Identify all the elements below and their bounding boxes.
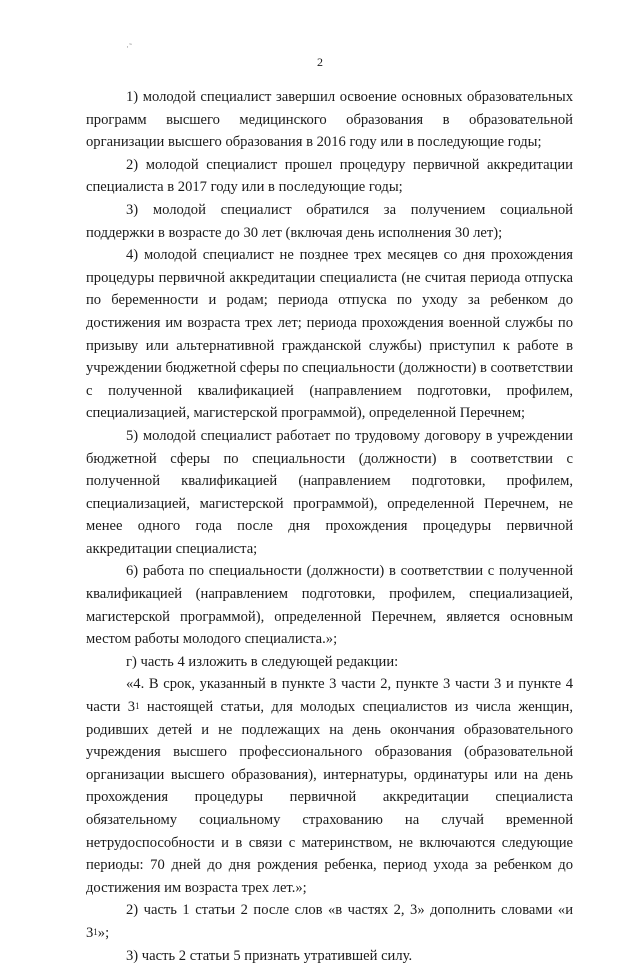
page-number: 2 (317, 55, 323, 69)
paragraph-item-5: 5) молодой специалист работает по трудовому договору в учреждении бюджетной сферы по специальности (должности) в соответствии с полученной квалификацией (направлением подготовки, профилем, специализацией, магистерской программой), определенной Перечнем, не менее одного года после дня прохождения процедуры первичной аккредитации специалиста; (86, 427, 573, 557)
scan-artifact: ·˜ (126, 42, 132, 52)
quote-text-end: настоящей статьи, для молодых специалистов из числа женщин, родивших детей и не подлежащих на день окончания образовательного учреждения высшего профессионального образования (образовательной организации высшего образования), интернатуры, ординатуры или на день прохождения процедуры первичной аккредитации специалиста обязательному социальному страхованию на случай временной нетрудоспособности и в связи с материнством, не включаются следующие периоды: 70 дней до дня рождения ребенка, период ухода за ребенком до достижения им возраста трех лет.»; (86, 699, 573, 896)
paragraph-item-4: 4) молодой специалист не позднее трех месяцев со дня прохождения процедуры первичной аккредитации специалиста (не считая периода отпуска по беременности и родам; периода отпуска по уходу за ребенком до достижения им возраста трех лет; периода прохождения военной службы по призыву или альтернативной гражданской службы) приступил к работе в учреждении бюджетной сферы по специальности (должности) в соответствии с полученной квалификацией (направлением подготовки, профилем, специализацией, магистерской программой), определенной Перечнем; (86, 247, 574, 422)
paragraph-part-4-quote (86, 673, 573, 899)
paragraph-item-3: 3) молодой специалист обратился за получением социальной поддержки в возрасте до 30 лет (включая день исполнения 30 лет); (86, 201, 573, 241)
paragraph-item-6: 6) работа по специальности (должности) в соответствии с полученной квалификацией (направлением подготовки, профилем, специализацией, магистерской программой), определенной Перечнем, является основным местом работы молодого специалиста.»; (86, 563, 573, 648)
paragraph-item-2: 2) молодой специалист прошел процедуру первичной аккредитации специалиста в 2017 году или в последующие годы; (86, 156, 573, 196)
superscript: 1 (93, 926, 98, 937)
quote-text-start: «4. В срок, указанный в пункте 3 части 2, пункте 3 части 3 и пункте 4 части 3 (86, 676, 573, 716)
amendment-text-start: 2) часть 1 статьи 2 после слов «в частях 2, 3» дополнить словами «и 3 (86, 902, 573, 941)
paragraph-item-3-repeal: 3) часть 2 статьи 5 признать утратившей силу. (126, 947, 413, 964)
paragraph-item-2-amendment (86, 899, 573, 944)
amendment-text-end: »; (97, 924, 110, 941)
superscript: 1 (135, 701, 140, 712)
paragraph-subitem-g: г) часть 4 изложить в следующей редакции: (126, 653, 399, 670)
paragraph-item-1: 1) молодой специалист завершил освоение основных образовательных программ высшего медицинского образования в образовательной организации высшего образования в 2016 году или в последующие годы; (86, 89, 573, 151)
document-body (86, 86, 573, 967)
